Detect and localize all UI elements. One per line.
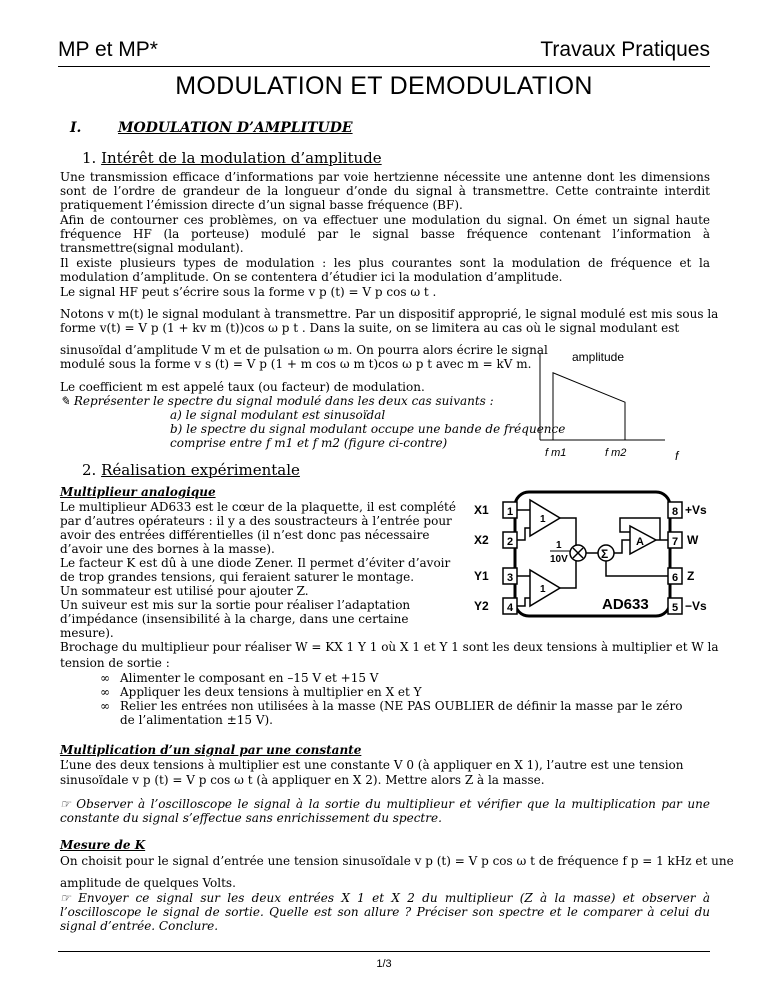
task-1b: b) le spectre du signal modulant occupe une bande de fréquence <box>170 422 566 436</box>
buffer-gain-y: 1 <box>540 584 546 595</box>
bullet-3 <box>100 699 700 727</box>
multiplier-line-4: d’avoir une des bornes à la masse). <box>60 542 275 556</box>
paragraph-6b: modulé sous la forme v s (t) = V p (1 + m cos ω m t)cos ω p t avec m = kV m. <box>60 357 532 371</box>
measure-line-1: On choisit pour le signal d’entrée une tension sinusoïdale v p (t) = V p cos ω t de fréquence f p = 1 kHz et une <box>60 854 734 868</box>
bullet-symbol: ∞ <box>100 699 110 713</box>
header-right: Travaux Pratiques <box>540 38 710 61</box>
paragraph-1: Une transmission efficace d’informations par voie hertzienne nécessite une antenne dont les dimensions sont de l’ordre de grandeur de la longueur d’onde du signal à transmettre. Cette contrainte interdit pratiquement l’émission directe d’un signal basse fréquence (BF). <box>60 170 710 213</box>
chip-name: AD633 <box>602 596 649 613</box>
ad633-diagram <box>470 488 710 620</box>
paragraph-5b: forme v(t) = V p (1 + kv m (t))cos ω p t . Dans la suite, on se limitera au cas où le signal modulant est <box>60 321 680 335</box>
pin-label-vs-minus: −Vs <box>685 599 707 613</box>
section-heading <box>70 120 353 136</box>
bullet-1 <box>100 671 700 685</box>
task-1c: comprise entre f m1 et f m2 (figure ci-contre) <box>170 436 448 450</box>
bullet-text: Alimenter le composant en –15 V et +15 V <box>120 671 379 685</box>
spectrum-tick-fm1: f m1 <box>545 447 567 459</box>
multiplier-line-1: Le multiplieur AD633 est le cœur de la plaquette, il est complété <box>60 500 456 514</box>
bullet-text: Relier les entrées non utilisées à la masse (NE PAS OUBLIER de définir la masse par le zéro de l’alimentation ±15 V). <box>120 699 683 727</box>
pin-label-y2: Y2 <box>474 599 489 613</box>
pin-num-4: 4 <box>507 602 514 614</box>
task-1a: a) le signal modulant est sinusoïdal <box>170 408 386 422</box>
bullet-symbol: ∞ <box>100 671 110 685</box>
constant-heading: Multiplication d’un signal par une constante <box>60 743 362 757</box>
pin-num-8: 8 <box>672 506 679 518</box>
pin-label-z: Z <box>687 569 695 583</box>
footer-rule <box>58 951 710 952</box>
multiplier-line-5: Le facteur K est dû à une diode Zener. Il permet d’éviter d’avoir <box>60 556 451 570</box>
pin-num-6: 6 <box>672 572 679 584</box>
bullet-2 <box>100 685 700 699</box>
pin-num-5: 5 <box>672 602 679 614</box>
spectrum-tick-fm2: f m2 <box>605 447 627 459</box>
bullet-text: Appliquer les deux tensions à multiplier en X et Y <box>120 685 422 699</box>
pin-label-x1: X1 <box>474 503 489 517</box>
spectrum-band <box>553 373 625 440</box>
multiplier-line-2: par d’autres opérateurs : il y a des soustracteurs à l’entrée pour <box>60 514 452 528</box>
pin-label-vs-plus: +Vs <box>685 503 707 517</box>
divider-den: 10V <box>550 554 568 565</box>
pin-num-2: 2 <box>507 536 514 548</box>
sigma-icon: Σ <box>601 547 609 561</box>
paragraph-5a: Notons v m(t) le signal modulant à transmettre. Par un dispositif approprié, le signal modulé est mis sous la <box>60 307 719 321</box>
bullet-symbol: ∞ <box>100 685 110 699</box>
paragraph-7: Le coefficient m est appelé taux (ou facteur) de modulation. <box>60 380 425 394</box>
subsection-2-heading <box>82 461 300 479</box>
page-title: MODULATION ET DEMODULATION <box>175 72 593 100</box>
subsection-number: 2. <box>82 461 97 479</box>
paragraph-2: Afin de contourner ces problèmes, on va effectuer une modulation du signal. On émet un signal haute fréquence HF (la porteuse) modulé par le signal basse fréquence contenant l’information à transmettre(signal modulant). <box>60 213 710 256</box>
constant-line-2: sinusoïdale v p (t) = V p cos ω t (à appliquer en X 2). Mettre alors Z à la masse. <box>60 773 545 787</box>
measure-task: ☞ Envoyer ce signal sur les deux entrées X 1 et X 2 du multiplieur (Z à la masse) et observer à l’oscilloscope le signal de sortie. Quelle est son allure ? Préciser son spectre et le comparer à celui du signal d’entrée. Conclure. <box>60 891 710 934</box>
multiplier-line-10: mesure). <box>60 626 114 640</box>
divider-num: 1 <box>556 540 562 551</box>
multiplier-line-11: Brochage du multiplieur pour réaliser W = KX 1 Y 1 où X 1 et Y 1 sont les deux tensions à multiplier et W la <box>60 640 719 654</box>
section-title: MODULATION D’AMPLITUDE <box>118 120 353 136</box>
page-number: 1/3 <box>376 958 392 970</box>
spectrum-ylabel: amplitude <box>572 350 625 364</box>
buffer-gain-x: 1 <box>540 514 546 525</box>
subsection-title: Réalisation expérimentale <box>101 461 300 479</box>
multiplier-line-6: de trop grandes tensions, qui feraient saturer le montage. <box>60 570 415 584</box>
constant-task: ☞ Observer à l’oscilloscope le signal à la sortie du multiplieur et vérifier que la multiplication par une constante du signal s’effectue sans enrichissement du spectre. <box>60 797 710 826</box>
subsection-number: 1. <box>82 149 97 167</box>
pin-num-7: 7 <box>672 536 679 548</box>
subsection-title: Intérêt de la modulation d’amplitude <box>101 149 382 167</box>
multiplier-line-7: Un sommateur est utilisé pour ajouter Z. <box>60 584 309 598</box>
measure-line-2: amplitude de quelques Volts. <box>60 876 236 890</box>
pin-label-w: W <box>687 533 699 547</box>
paragraph-6a: sinusoïdal d’amplitude V m et de pulsation ω m. On pourra alors écrire le signal <box>60 343 548 357</box>
spectrum-figure <box>535 348 715 466</box>
subsection-1-heading <box>82 149 382 167</box>
constant-line-1: L’une des deux tensions à multiplier est une constante V 0 (à appliquer en X 1), l’autre est une tension <box>60 758 684 772</box>
multiplier-heading: Multiplieur analogique <box>60 485 216 499</box>
paragraph-4: Le signal HF peut s’écrire sous la forme v p (t) = V p cos ω t . <box>60 285 437 299</box>
section-number: I. <box>70 120 82 136</box>
amp-label: A <box>636 536 644 548</box>
pin-num-1: 1 <box>507 506 514 518</box>
multiplier-line-12: tension de sortie : <box>60 656 170 670</box>
pin-label-x2: X2 <box>474 533 489 547</box>
multiplier-line-3: avoir des entrées différentielles (il n’est donc pas nécessaire <box>60 528 430 542</box>
measure-heading: Mesure de K <box>60 838 146 852</box>
header-left: MP et MP* <box>58 38 158 61</box>
pin-label-y1: Y1 <box>474 569 489 583</box>
task-1: ✎ Représenter le spectre du signal modulé dans les deux cas suivants : <box>60 394 494 408</box>
pin-num-3: 3 <box>507 572 514 584</box>
multiplier-line-8: Un suiveur est mis sur la sortie pour réaliser l’adaptation <box>60 598 411 612</box>
header-rule <box>58 66 710 67</box>
page-header <box>58 38 710 64</box>
multiplier-line-9: d’impédance (insensibilité à la charge, dans une certaine <box>60 612 409 626</box>
paragraph-3: Il existe plusieurs types de modulation : les plus courantes sont la modulation de fréquence et la modulation d’amplitude. On se contentera d’étudier ici la modulation d’amplitude. <box>60 256 710 285</box>
spectrum-xlabel: f <box>675 449 679 463</box>
